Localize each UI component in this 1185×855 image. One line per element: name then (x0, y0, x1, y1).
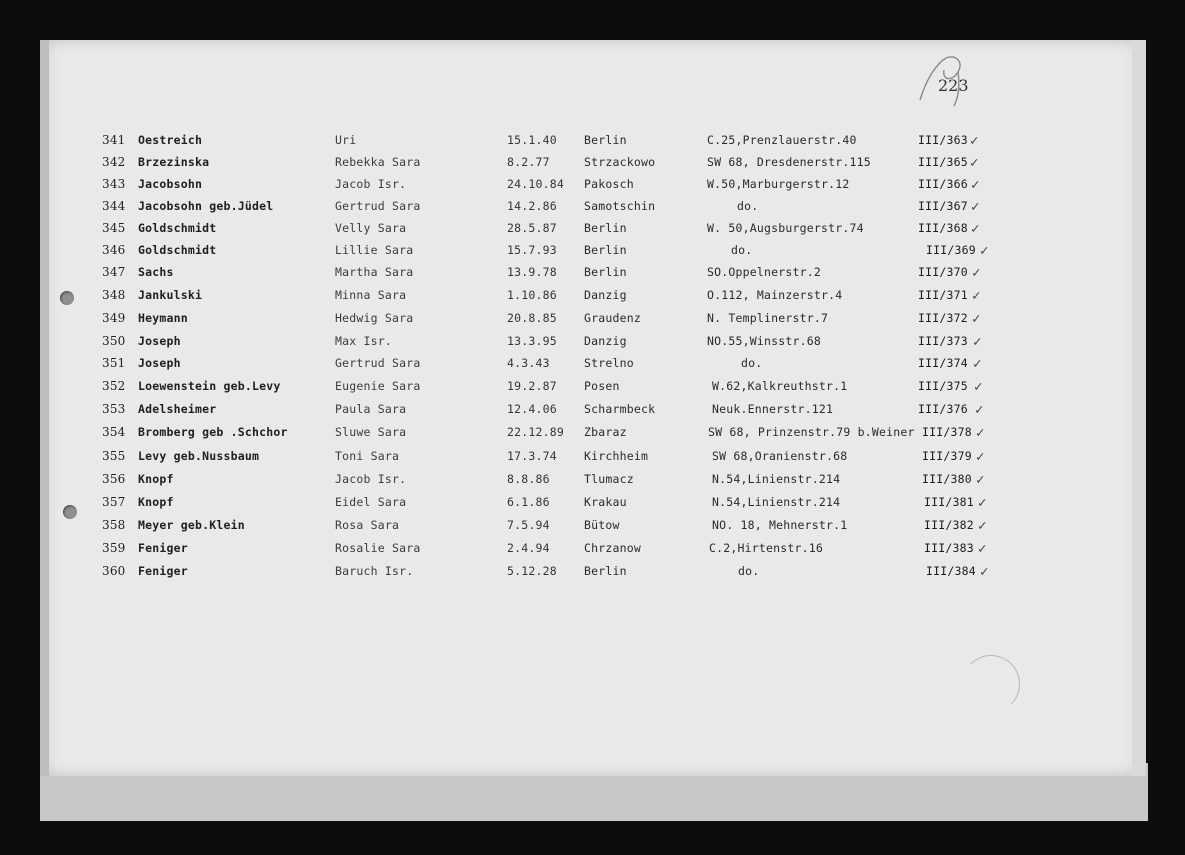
entry-number: 343 (102, 177, 126, 191)
given-name: Jacob Isr. (335, 472, 407, 486)
check-mark-icon: ✓ (978, 541, 987, 557)
table-row (0, 243, 1185, 265)
birth-date: 4.3.43 (507, 356, 550, 370)
birth-place: Bütow (584, 518, 620, 532)
check-mark-icon: ✓ (970, 133, 979, 149)
entry-number: 346 (102, 243, 126, 257)
birth-date: 28.5.87 (507, 221, 557, 235)
reference-number: III/384 (926, 564, 976, 578)
birth-place: Graudenz (584, 311, 641, 325)
reference-number: III/365 (918, 155, 968, 169)
given-name: Rosa Sara (335, 518, 400, 532)
birth-place: Samotschin (584, 199, 656, 213)
check-mark-icon: ✓ (971, 177, 980, 193)
table-row (0, 199, 1185, 221)
table-row (0, 356, 1185, 378)
reference-number: III/368 (918, 221, 968, 235)
check-mark-icon: ✓ (974, 379, 983, 395)
table-row (0, 177, 1185, 199)
surname: Goldschmidt (138, 243, 217, 257)
table-row (0, 425, 1185, 447)
birth-date: 8.8.86 (507, 472, 550, 486)
given-name: Gertrud Sara (335, 356, 421, 370)
birth-date: 19.2.87 (507, 379, 557, 393)
surname: Feniger (138, 541, 188, 555)
check-mark-icon: ✓ (973, 334, 982, 350)
table-row (0, 288, 1185, 310)
birth-place: Berlin (584, 243, 627, 257)
reference-number: III/367 (918, 199, 968, 213)
surname: Feniger (138, 564, 188, 578)
given-name: Eidel Sara (335, 495, 407, 509)
birth-place: Scharmbeck (584, 402, 656, 416)
table-row (0, 541, 1185, 563)
reference-number: III/375 (918, 379, 968, 393)
reference-number: III/363 (918, 133, 968, 147)
address: do. (741, 356, 763, 370)
reference-number: III/372 (918, 311, 968, 325)
surname: Levy geb.Nussbaum (138, 449, 260, 463)
surname: Meyer geb.Klein (138, 518, 245, 532)
birth-place: Tlumacz (584, 472, 634, 486)
surname: Jacobsohn geb.Jüdel (138, 199, 274, 213)
entry-number: 358 (102, 518, 126, 532)
check-mark-icon: ✓ (980, 564, 989, 580)
birth-date: 22.12.89 (507, 425, 564, 439)
table-row (0, 472, 1185, 494)
birth-place: Strzackowo (584, 155, 656, 169)
check-mark-icon: ✓ (970, 155, 979, 171)
reference-number: III/371 (918, 288, 968, 302)
birth-place: Berlin (584, 221, 627, 235)
address: do. (737, 199, 759, 213)
check-mark-icon: ✓ (973, 356, 982, 372)
given-name: Uri (335, 133, 357, 147)
check-mark-icon: ✓ (976, 449, 985, 465)
reference-number: III/382 (924, 518, 974, 532)
entry-number: 352 (102, 379, 126, 393)
entry-number: 341 (102, 133, 126, 147)
check-mark-icon: ✓ (972, 311, 981, 327)
surname: Jankulski (138, 288, 203, 302)
surname: Loewenstein geb.Levy (138, 379, 281, 393)
reference-number: III/380 (922, 472, 972, 486)
page-number: 223 (938, 76, 969, 95)
birth-place: Strelno (584, 356, 634, 370)
address: N. Templinerstr.7 (707, 311, 829, 325)
birth-date: 5.12.28 (507, 564, 557, 578)
given-name: Sluwe Sara (335, 425, 407, 439)
given-name: Eugenie Sara (335, 379, 421, 393)
given-name: Jacob Isr. (335, 177, 407, 191)
entry-number: 357 (102, 495, 126, 509)
birth-place: Danzig (584, 334, 627, 348)
birth-place: Krakau (584, 495, 627, 509)
birth-place: Berlin (584, 564, 627, 578)
address: N.54,Linienstr.214 (712, 472, 841, 486)
address: W.62,Kalkreuthstr.1 (712, 379, 848, 393)
check-mark-icon: ✓ (976, 472, 985, 488)
check-mark-icon: ✓ (971, 221, 980, 237)
table-row (0, 495, 1185, 517)
birth-date: 24.10.84 (507, 177, 564, 191)
check-mark-icon: ✓ (972, 265, 981, 281)
entry-number: 349 (102, 311, 126, 325)
surname: Knopf (138, 495, 174, 509)
surname: Oestreich (138, 133, 203, 147)
address: O.112, Mainzerstr.4 (707, 288, 843, 302)
reference-number: III/376 (918, 402, 968, 416)
surname: Heymann (138, 311, 188, 325)
reference-number: III/369 (926, 243, 976, 257)
reference-number: III/373 (918, 334, 968, 348)
birth-place: Berlin (584, 133, 627, 147)
address: W. 50,Augsburgerstr.74 (707, 221, 864, 235)
birth-date: 6.1.86 (507, 495, 550, 509)
surname: Brzezinska (138, 155, 210, 169)
table-row (0, 518, 1185, 540)
check-mark-icon: ✓ (976, 425, 985, 441)
address: Neuk.Ennerstr.121 (712, 402, 834, 416)
surname: Goldschmidt (138, 221, 217, 235)
birth-date: 14.2.86 (507, 199, 557, 213)
given-name: Gertrud Sara (335, 199, 421, 213)
given-name: Max Isr. (335, 334, 392, 348)
entry-number: 345 (102, 221, 126, 235)
check-mark-icon: ✓ (978, 518, 987, 534)
surname: Adelsheimer (138, 402, 217, 416)
address: NO. 18, Mehnerstr.1 (712, 518, 848, 532)
check-mark-icon: ✓ (971, 199, 980, 215)
entry-number: 355 (102, 449, 126, 463)
check-mark-icon: ✓ (980, 243, 989, 259)
reference-number: III/383 (924, 541, 974, 555)
entry-number: 354 (102, 425, 126, 439)
check-mark-icon: ✓ (975, 402, 984, 418)
birth-date: 12.4.06 (507, 402, 557, 416)
table-row (0, 133, 1185, 155)
given-name: Baruch Isr. (335, 564, 414, 578)
reference-number: III/374 (918, 356, 968, 370)
entry-number: 353 (102, 402, 126, 416)
birth-date: 13.9.78 (507, 265, 557, 279)
address: SW 68,Oranienstr.68 (712, 449, 848, 463)
table-row (0, 155, 1185, 177)
surname: Joseph (138, 334, 181, 348)
address: C.2,Hirtenstr.16 (709, 541, 823, 555)
table-row (0, 334, 1185, 356)
birth-date: 1.10.86 (507, 288, 557, 302)
reference-number: III/366 (918, 177, 968, 191)
birth-date: 7.5.94 (507, 518, 550, 532)
table-row (0, 379, 1185, 401)
given-name: Rebekka Sara (335, 155, 421, 169)
reference-number: III/381 (924, 495, 974, 509)
address: SO.Oppelnerstr.2 (707, 265, 821, 279)
address: do. (738, 564, 760, 578)
entry-number: 359 (102, 541, 126, 555)
reference-number: III/378 (922, 425, 972, 439)
entry-number: 356 (102, 472, 126, 486)
birth-place: Danzig (584, 288, 627, 302)
surname: Joseph (138, 356, 181, 370)
surname: Jacobsohn (138, 177, 203, 191)
birth-date: 13.3.95 (507, 334, 557, 348)
given-name: Velly Sara (335, 221, 407, 235)
surname: Bromberg geb .Schchor (138, 425, 288, 439)
address: SW 68, Prinzenstr.79 b.Weiner (708, 425, 915, 439)
given-name: Lillie Sara (335, 243, 414, 257)
given-name: Hedwig Sara (335, 311, 414, 325)
check-mark-icon: ✓ (972, 288, 981, 304)
table-row (0, 564, 1185, 586)
entry-number: 348 (102, 288, 126, 302)
birth-date: 15.1.40 (507, 133, 557, 147)
table-row (0, 311, 1185, 333)
surname: Knopf (138, 472, 174, 486)
reference-number: III/379 (922, 449, 972, 463)
address: C.25,Prenzlauerstr.40 (707, 133, 857, 147)
birth-date: 20.8.85 (507, 311, 557, 325)
birth-date: 15.7.93 (507, 243, 557, 257)
birth-place: Berlin (584, 265, 627, 279)
entry-number: 347 (102, 265, 126, 279)
birth-place: Chrzanow (584, 541, 641, 555)
birth-place: Zbaraz (584, 425, 627, 439)
address: SW 68, Dresdenerstr.115 (707, 155, 871, 169)
surname: Sachs (138, 265, 174, 279)
birth-date: 8.2.77 (507, 155, 550, 169)
entry-number: 350 (102, 334, 126, 348)
table-row (0, 265, 1185, 287)
birth-place: Kirchheim (584, 449, 649, 463)
table-row (0, 402, 1185, 424)
reference-number: III/370 (918, 265, 968, 279)
given-name: Minna Sara (335, 288, 407, 302)
address: N.54,Linienstr.214 (712, 495, 841, 509)
birth-date: 17.3.74 (507, 449, 557, 463)
entry-number: 342 (102, 155, 126, 169)
address: NO.55,Winsstr.68 (707, 334, 821, 348)
birth-place: Posen (584, 379, 620, 393)
entry-number: 344 (102, 199, 126, 213)
birth-date: 2.4.94 (507, 541, 550, 555)
table-row (0, 449, 1185, 471)
given-name: Toni Sara (335, 449, 400, 463)
entry-number: 360 (102, 564, 126, 578)
table-row (0, 221, 1185, 243)
address: do. (731, 243, 753, 257)
entry-number: 351 (102, 356, 126, 370)
check-mark-icon: ✓ (978, 495, 987, 511)
given-name: Rosalie Sara (335, 541, 421, 555)
birth-place: Pakosch (584, 177, 634, 191)
given-name: Paula Sara (335, 402, 407, 416)
given-name: Martha Sara (335, 265, 414, 279)
address: W.50,Marburgerstr.12 (707, 177, 850, 191)
